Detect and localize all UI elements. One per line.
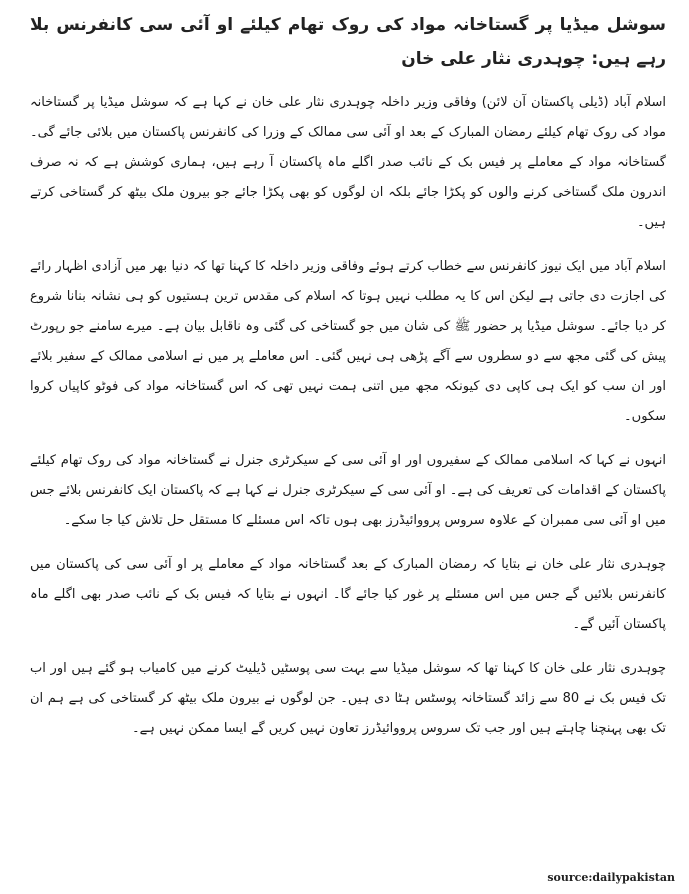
article-paragraph: چوہدری نثار علی خان نے بتایا کہ رمضان المبارک کے بعد گستاخانہ مواد کے معاملے پر او آئی سی کی پاکستان میں کانفرنس بلائیں گے جس میں اس مسئلے پر غور کیا جائے گا۔ انہوں نے بتایا کہ فیس بک کے نائب صدر بھی اگلے ماہ پاکستان آئیں گے۔ bbox=[30, 557, 666, 632]
article-paragraph: انہوں نے کہا کہ اسلامی ممالک کے سفیروں اور او آئی سی کے سیکرٹری جنرل نے گستاخانہ مواد کی روک تھام کیلئے پاکستان کے اقدامات کی تعریف کی ہے۔ او آئی سی کے سیکرٹری جنرل نے کہا ہے کہ پاکستان ایک کانفرنس بلائے جس میں او آئی سی ممبران کے علاوہ سروس پرووائیڈرز بھی ہوں تاکہ اس مسئلے کا مستقل حل تلاش کیا جا سکے۔ bbox=[30, 453, 666, 528]
article-paragraph: اسلام آباد میں ایک نیوز کانفرنس سے خطاب کرتے ہوئے وفاقی وزیر داخلہ کا کہنا تھا کہ دنیا بھر میں آزادی اظہار رائے کی اجازت دی جاتی ہے لیکن اس کا یہ مطلب نہیں ہوتا کہ اسلام کی مقدس ترین ہستیوں کو ہی نشانہ بنانا شروع کر دیا جائے۔ سوشل میڈیا پر حضور ﷺ کی شان میں جو گستاخی کی گئی وہ ناقابل بیان ہے۔ میرے سامنے جو رپورٹ پیش کی گئی مجھ سے دو سطروں سے آگے پڑھی ہی نہیں گئی۔ اس معاملے پر میں نے اسلامی ممالک کے سفیر بلائے اور ان سب کو ایک ہی کاپی دی کیونکہ مجھ میں اتنی ہمت نہیں تھی کہ اس گستاخانہ مواد کی فوٹو کاپیاں کروا سکوں۔ bbox=[30, 259, 666, 424]
source-credit: source:dailypakistan bbox=[547, 871, 675, 884]
article-paragraph: چوہدری نثار علی خان کا کہنا تھا کہ سوشل میڈیا سے بہت سی پوسٹیں ڈیلیٹ کرنے میں کامیاب ہو گئے ہیں اور اب تک فیس بک نے 80 سے زائد گستاخانہ پوسٹس ہٹا دی ہیں۔ جن لوگوں نے بیرون ملک بیٹھ کر گستاخی کی ہے ہم ان تک بھی پہنچنا چاہتے ہیں اور جب تک سروس پرووائیڈرز تعاون نہیں کریں گے ایسا ممکن نہیں ہے۔ bbox=[30, 661, 666, 736]
article-paragraph: اسلام آباد (ڈیلی پاکستان آن لائن) وفاقی وزیر داخلہ چوہدری نثار علی خان نے کہا ہے کہ سوشل میڈیا پر گستاخانہ مواد کی روک تھام کیلئے رمضان المبارک کے بعد او آئی سی ممالک کے وزرا کی کانفرنس پاکستان میں بلائی جائے گی۔ گستاخانہ مواد کے معاملے پر فیس بک کے نائب صدر اگلے ماہ پاکستان آ رہے ہیں، ہماری کوشش ہے کہ نہ صرف اندرون ملک گستاخی کرنے والوں کو پکڑا جائے بلکہ ان لوگوں کو بھی پکڑا جائے جو بیرون ملک بیٹھ کر گستاخی کرتے ہیں۔ bbox=[30, 95, 666, 230]
news-article bbox=[30, 8, 666, 894]
article-headline: سوشل میڈیا پر گستاخانہ مواد کی روک تھام کیلئے او آئی سی کانفرنس بلا رہے ہیں: چوہدری نثار علی خان bbox=[30, 15, 666, 69]
